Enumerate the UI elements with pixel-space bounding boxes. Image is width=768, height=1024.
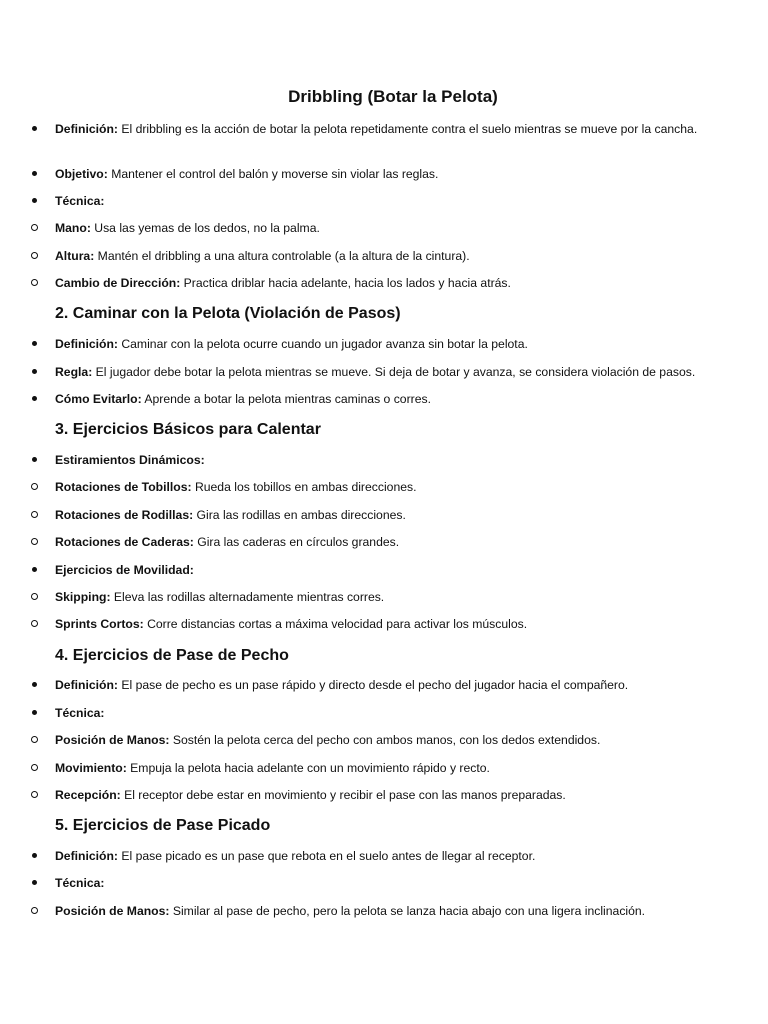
item-label: Rotaciones de Tobillos: (55, 480, 192, 494)
item-label: Sprints Cortos: (55, 617, 144, 631)
list-item (55, 220, 727, 237)
bullet-disc-icon (29, 193, 39, 210)
item-text: Rueda los tobillos en ambas direcciones. (191, 480, 417, 494)
item-label: Skipping: (55, 590, 111, 604)
list-item (55, 677, 727, 694)
item-text: Empuja la pelota hacia adelante con un movimiento rápido y recto. (126, 761, 490, 775)
bullet-circle-icon (29, 479, 39, 496)
list-item (55, 848, 727, 865)
list-item (55, 616, 727, 633)
bullet-disc-icon (29, 848, 39, 865)
item-label: Técnica: (55, 194, 105, 208)
bullet-circle-icon (29, 760, 39, 777)
list-item (55, 248, 727, 265)
item-label: Definición: (55, 849, 118, 863)
bullet-circle-icon (29, 507, 39, 524)
item-text: El receptor debe estar en movimiento y recibir el pase con las manos preparadas. (120, 788, 566, 802)
item-label: Posición de Manos: (55, 733, 170, 747)
list-item (55, 787, 727, 804)
item-label: Ejercicios de Movilidad: (55, 563, 194, 577)
bullet-circle-icon (29, 787, 39, 804)
list-item (55, 452, 727, 469)
list-item (55, 732, 727, 749)
bullet-disc-icon (29, 391, 39, 408)
item-label: Estiramientos Dinámicos: (55, 453, 205, 467)
item-label: Rotaciones de Caderas: (55, 535, 194, 549)
item-label: Técnica: (55, 876, 105, 890)
section-heading: 2. Caminar con la Pelota (Violación de Pasos) (55, 305, 401, 322)
bullet-disc-icon (29, 705, 39, 722)
list-item (55, 275, 727, 292)
bullet-disc-icon (29, 562, 39, 579)
list-item (55, 364, 727, 381)
bullet-disc-icon (29, 166, 39, 183)
item-label: Definición: (55, 122, 118, 136)
item-text: Caminar con la pelota ocurre cuando un jugador avanza sin botar la pelota. (117, 337, 528, 351)
item-text: Mantén el dribbling a una altura controlable (a la altura de la cintura). (94, 249, 470, 263)
item-text: El pase de pecho es un pase rápido y directo desde el pecho del jugador hacia el compañero. (117, 678, 629, 692)
item-text: El dribbling es la acción de botar la pelota repetidamente contra el suelo mientras se mueve por la cancha. (117, 122, 698, 136)
item-text: El jugador debe botar la pelota mientras se mueve. Si deja de botar y avanza, se considera violación de pasos. (92, 365, 696, 379)
list-item (55, 903, 727, 920)
item-label: Cambio de Dirección: (55, 276, 181, 290)
item-label: Rotaciones de Rodillas: (55, 508, 194, 522)
item-text: Mantener el control del balón y moverse sin violar las reglas. (107, 167, 439, 181)
list-item (55, 193, 727, 210)
list-item (55, 507, 727, 524)
item-text: Eleva las rodillas alternadamente mientras corres. (110, 590, 385, 604)
item-text: Similar al pase de pecho, pero la pelota se lanza hacia abajo con una ligera inclinación. (169, 904, 646, 918)
section-heading: 4. Ejercicios de Pase de Pecho (55, 647, 289, 664)
bullet-disc-icon (29, 875, 39, 892)
section-heading: 5. Ejercicios de Pase Picado (55, 817, 271, 834)
item-label: Mano: (55, 221, 91, 235)
bullet-disc-icon (29, 677, 39, 694)
item-text: Usa las yemas de los dedos, no la palma. (90, 221, 320, 235)
section-heading: 3. Ejercicios Básicos para Calentar (55, 421, 321, 438)
list-item (55, 479, 727, 496)
list-item (55, 166, 727, 183)
item-label: Definición: (55, 337, 118, 351)
item-text: Aprende a botar la pelota mientras caminas o corres. (141, 392, 431, 406)
list-item (55, 589, 727, 606)
bullet-circle-icon (29, 534, 39, 551)
item-label: Altura: (55, 249, 95, 263)
item-label: Definición: (55, 678, 118, 692)
item-label: Movimiento: (55, 761, 127, 775)
bullet-disc-icon (29, 336, 39, 353)
item-label: Recepción: (55, 788, 121, 802)
item-label: Cómo Evitarlo: (55, 392, 142, 406)
item-text: Corre distancias cortas a máxima velocidad para activar los músculos. (143, 617, 528, 631)
bullet-disc-icon (29, 364, 39, 381)
document-title: Dribbling (Botar la Pelota) (288, 87, 498, 106)
item-label: Regla: (55, 365, 93, 379)
bullet-circle-icon (29, 248, 39, 265)
bullet-circle-icon (29, 589, 39, 606)
bullet-disc-icon (29, 121, 39, 138)
bullet-disc-icon (29, 452, 39, 469)
item-text: Gira las rodillas en ambas direcciones. (193, 508, 406, 522)
item-label: Objetivo: (55, 167, 108, 181)
bullet-circle-icon (29, 616, 39, 633)
item-text: Practica driblar hacia adelante, hacia los lados y hacia atrás. (180, 276, 511, 290)
bullet-circle-icon (29, 732, 39, 749)
item-text: Sostén la pelota cerca del pecho con ambos manos, con los dedos extendidos. (169, 733, 601, 747)
bullet-circle-icon (29, 220, 39, 237)
list-item (55, 336, 727, 353)
list-item (55, 534, 727, 551)
item-label: Técnica: (55, 706, 105, 720)
list-item (55, 705, 727, 722)
list-item (55, 562, 727, 579)
list-item (55, 121, 727, 138)
item-text: Gira las caderas en círculos grandes. (193, 535, 400, 549)
item-label: Posición de Manos: (55, 904, 170, 918)
item-text: El pase picado es un pase que rebota en el suelo antes de llegar al receptor. (117, 849, 536, 863)
list-item (55, 760, 727, 777)
bullet-circle-icon (29, 275, 39, 292)
bullet-circle-icon (29, 903, 39, 920)
list-item (55, 875, 727, 892)
list-item (55, 391, 727, 408)
